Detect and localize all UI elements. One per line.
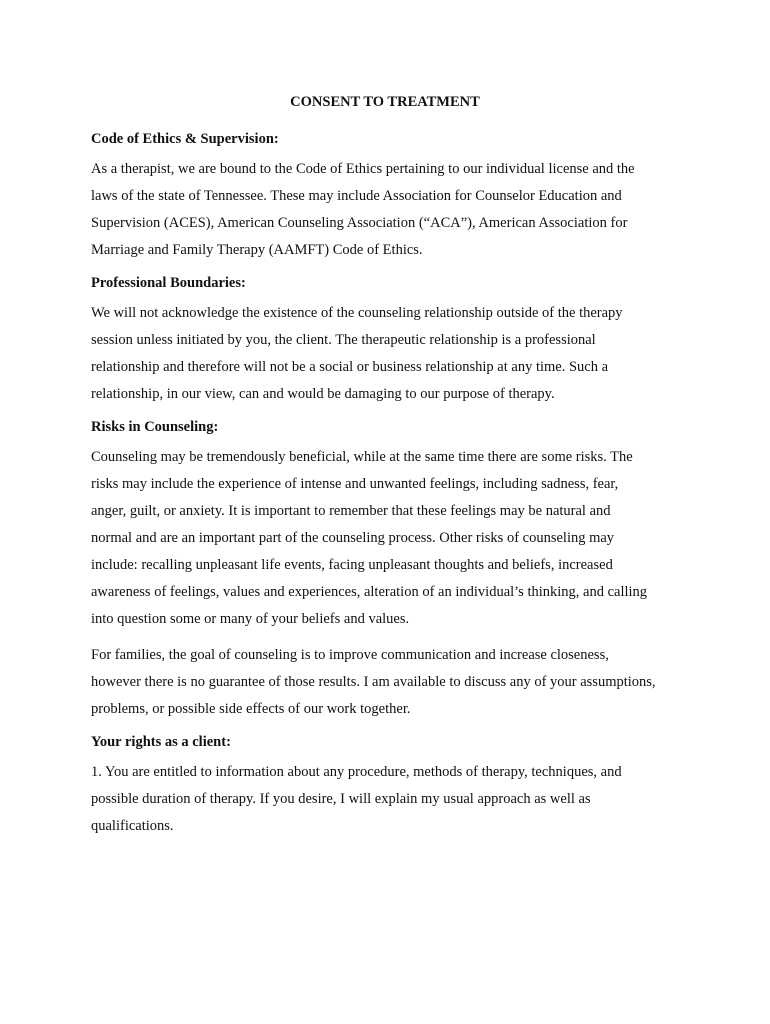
text-line: 1. You are entitled to information about any procedure, methods of therapy, techniques, and xyxy=(91,764,622,780)
text-line: We will not acknowledge the existence of the counseling relationship outside of the therapy xyxy=(91,305,623,321)
section-heading: Your rights as a client: xyxy=(91,734,231,750)
text-line: Counseling may be tremendously beneficial, while at the same time there are some risks. The xyxy=(91,449,633,465)
text-line: risks may include the experience of intense and unwanted feelings, including sadness, fear, xyxy=(91,476,619,492)
section-risks-in-counseling xyxy=(91,418,691,723)
text-line: anger, guilt, or anxiety. It is important to remember that these feelings may be natural and xyxy=(91,503,611,519)
section-paragraph xyxy=(91,444,691,633)
section-heading: Professional Boundaries: xyxy=(91,275,246,291)
text-line: problems, or possible side effects of our work together. xyxy=(91,701,411,717)
document-body xyxy=(91,130,691,850)
text-line: relationship and therefore will not be a social or business relationship at any time. Such a xyxy=(91,359,609,375)
section-paragraph xyxy=(91,759,691,840)
section-heading: Risks in Counseling: xyxy=(91,419,219,435)
text-line: include: recalling unpleasant life events, facing unpleasant thoughts and beliefs, increased xyxy=(91,557,613,573)
text-line: however there is no guarantee of those results. I am available to discuss any of your assumptions, xyxy=(91,674,656,690)
text-line: laws of the state of Tennessee. These may include Association for Counselor Education and xyxy=(91,188,622,204)
section-paragraph xyxy=(91,642,691,723)
text-line: For families, the goal of counseling is to improve communication and increase closeness, xyxy=(91,647,609,663)
text-line: session unless initiated by you, the client. The therapeutic relationship is a professional xyxy=(91,332,596,348)
section-heading: Code of Ethics & Supervision: xyxy=(91,131,279,147)
section-professional-boundaries xyxy=(91,274,691,408)
section-code-of-ethics xyxy=(91,130,691,264)
text-line: into question some or many of your beliefs and values. xyxy=(91,611,410,627)
text-line: Supervision (ACES), American Counseling Association (“ACA”), American Association for xyxy=(91,215,628,231)
document-title: CONSENT TO TREATMENT xyxy=(290,94,480,110)
text-line: possible duration of therapy. If you desire, I will explain my usual approach as well as xyxy=(91,791,591,807)
text-line: qualifications. xyxy=(91,818,174,834)
section-paragraph xyxy=(91,156,691,264)
text-line: relationship, in our view, can and would be damaging to our purpose of therapy. xyxy=(91,386,555,402)
text-line: normal and are an important part of the counseling process. Other risks of counseling may xyxy=(91,530,615,546)
text-line: awareness of feelings, values and experiences, alteration of an individual’s thinking, and calling xyxy=(91,584,648,600)
section-paragraph xyxy=(91,300,691,408)
text-line: Marriage and Family Therapy (AAMFT) Code of Ethics. xyxy=(91,242,423,258)
text-line: As a therapist, we are bound to the Code of Ethics pertaining to our individual license and the xyxy=(91,161,635,177)
section-client-rights xyxy=(91,733,691,840)
